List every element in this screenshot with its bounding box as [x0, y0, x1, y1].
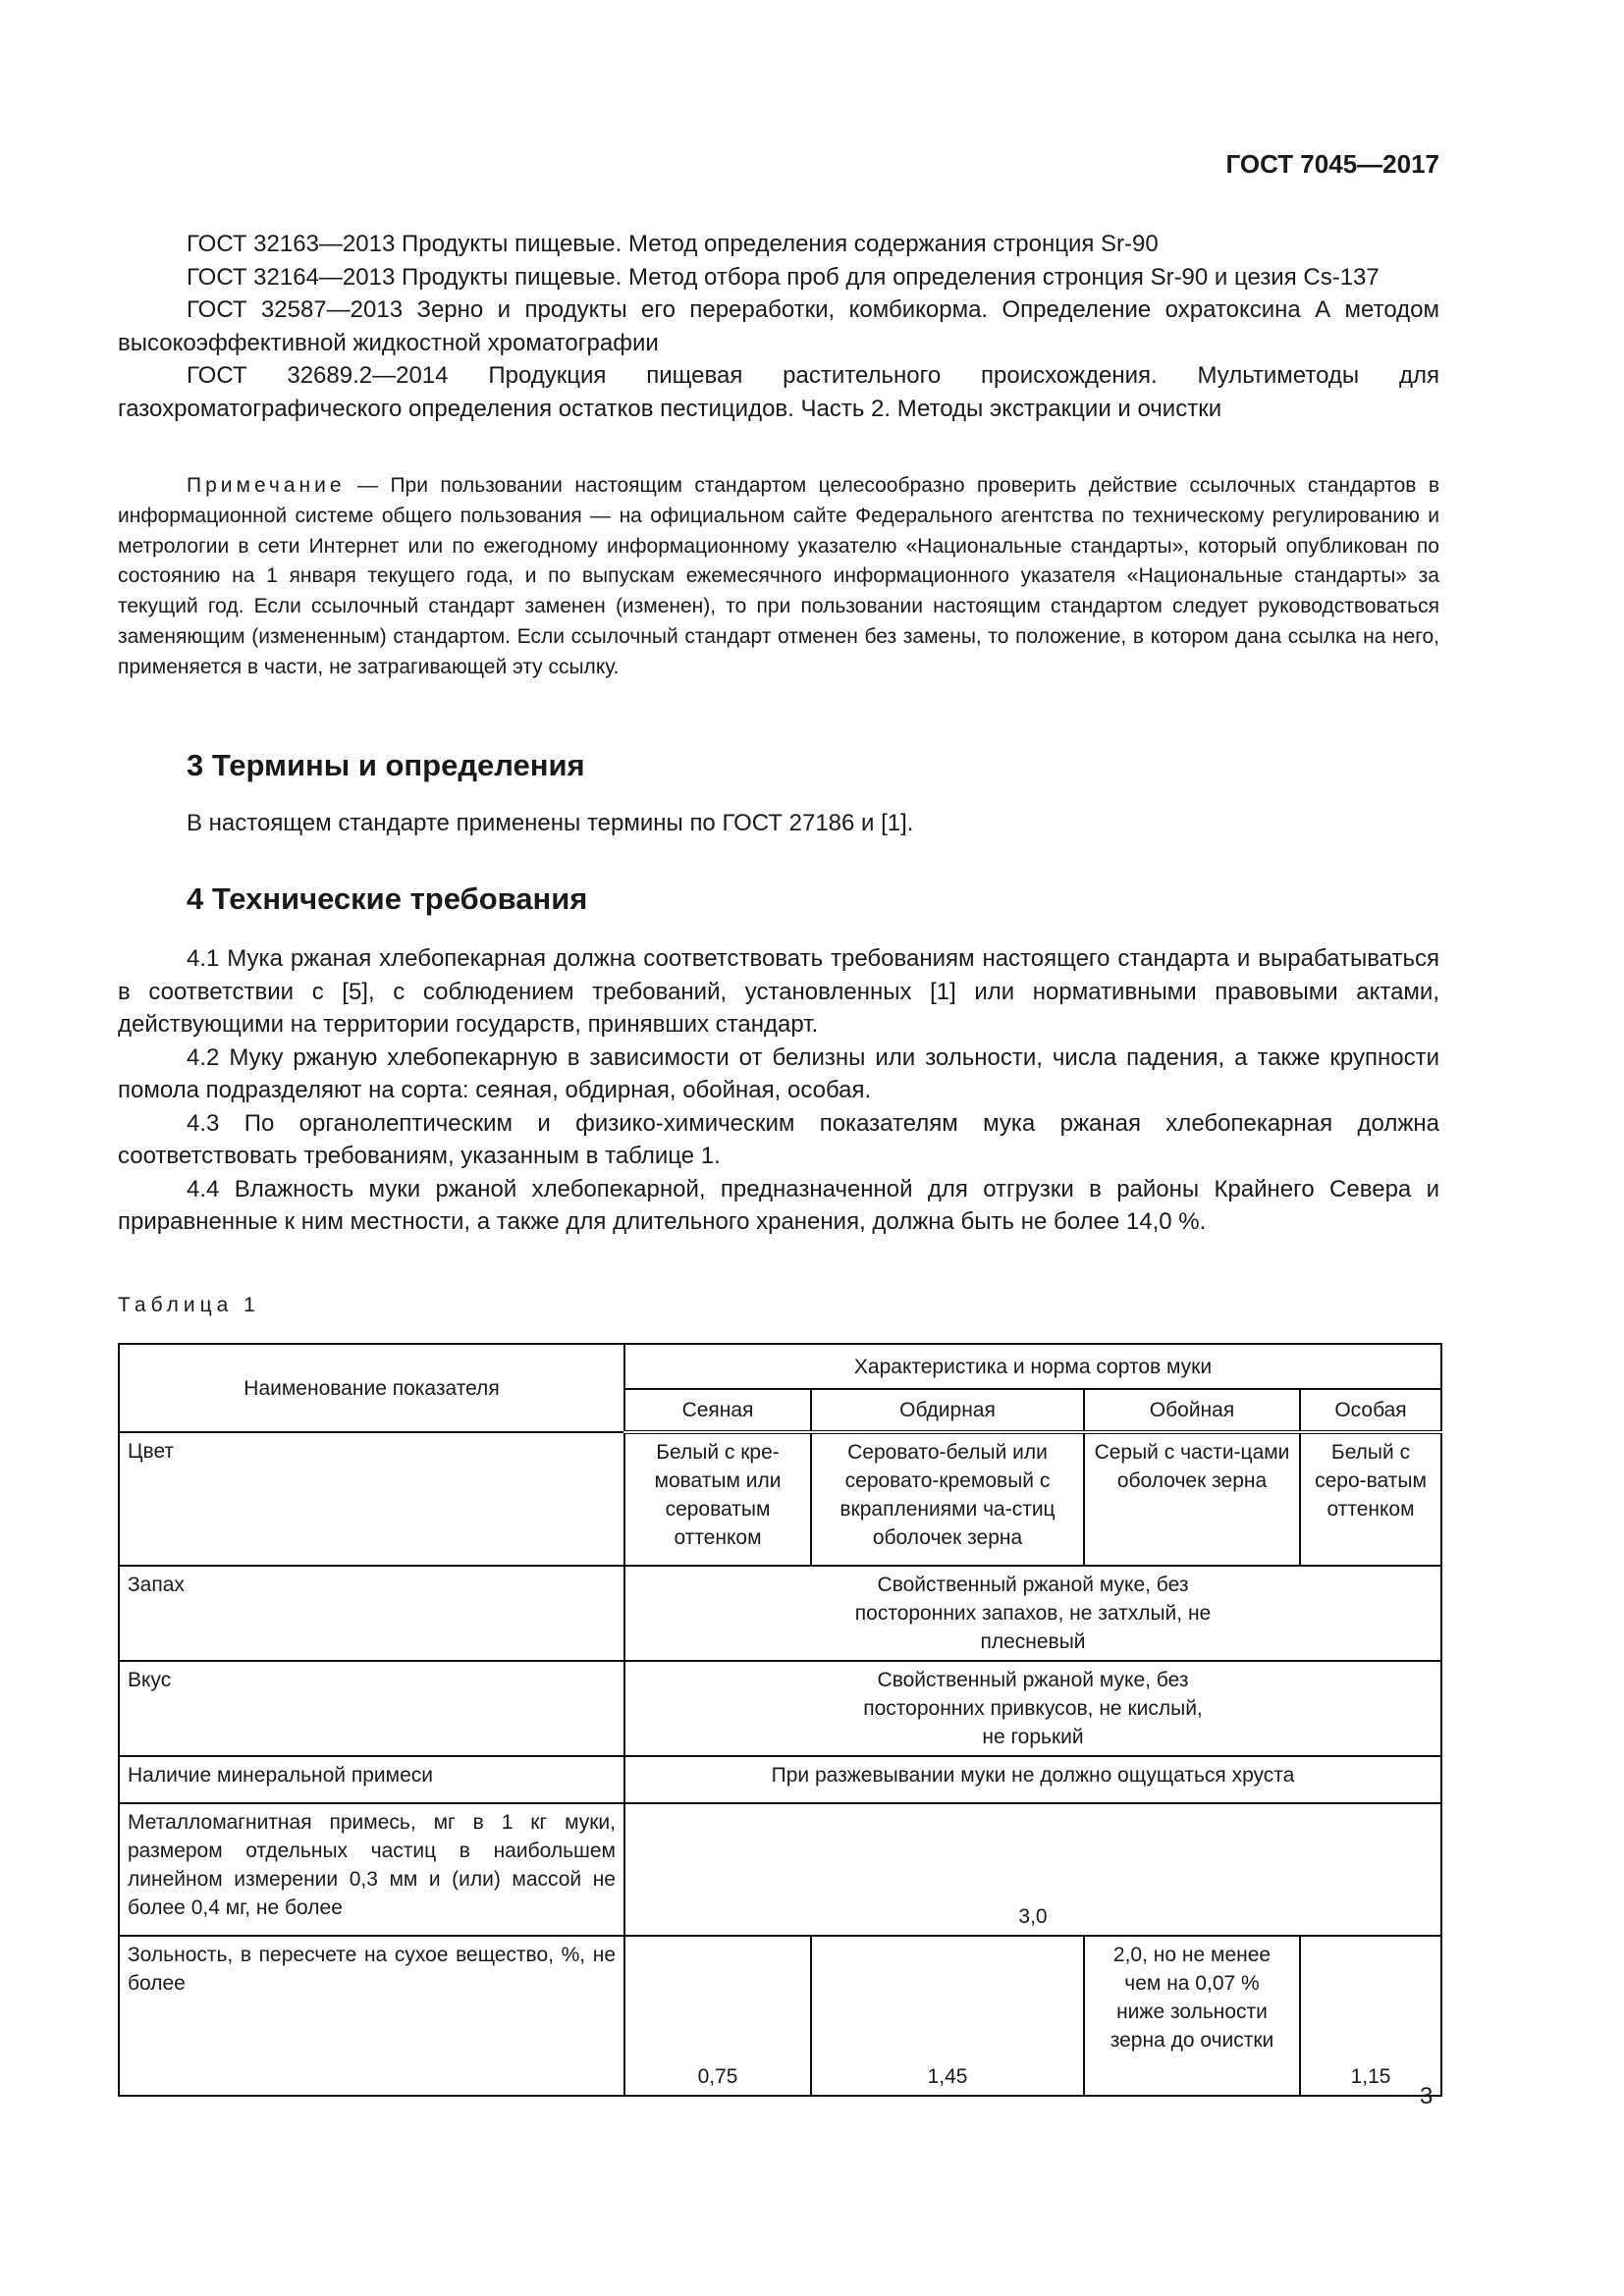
- document-header: ГОСТ 7045—2017: [1225, 149, 1439, 179]
- reference-item: ГОСТ 32689.2—2014 Продукция пищевая растительного происхождения. Мультиметоды для газохроматографического определения остатков пестицидов. Часть 2. Методы экстракции и очистки: [118, 362, 1439, 422]
- cell: Свойственный ржаной муке, без посторонних привкусов, не кислый, не горький: [624, 1661, 1441, 1756]
- table-row: [119, 1432, 1441, 1566]
- cell: При разжевывании муки не должно ощущаться хруста: [624, 1756, 1441, 1803]
- cell: 1,15: [1300, 1936, 1441, 2096]
- section-4: [118, 881, 1439, 1239]
- clause-4-4: 4.4 Влажность муки ржаной хлебопекарной, предназначенной для отгрузки в районы Крайнего Севера и приравненные к ним местности, а также для длительного хранения, должна быть не более 14,0 %.: [118, 1175, 1439, 1235]
- cell: 2,0, но не менее чем на 0,07 % ниже зольности зерна до очистки: [1084, 1936, 1300, 2096]
- section-3-text: В настоящем стандарте применены термины по ГОСТ 27186 и [1].: [187, 810, 914, 836]
- reference-item: ГОСТ 32587—2013 Зерно и продукты его переработки, комбикорма. Определение охратоксина А методом высокоэффективной жидкостной хроматографии: [118, 296, 1439, 356]
- header-sort: Обдирная: [811, 1389, 1084, 1432]
- page-number: 3: [1420, 2083, 1434, 2109]
- note-block: [118, 471, 1439, 683]
- header-name: Наименование показателя: [119, 1344, 624, 1432]
- cell: Свойственный ржаной муке, без посторонних запахов, не затхлый, не плесневый: [624, 1566, 1441, 1661]
- section-3: [118, 748, 1439, 840]
- cell: Белый с кре-моватым или сероватым оттенком: [624, 1432, 811, 1566]
- cell: Серый с части-цами оболочек зерна: [1084, 1432, 1300, 1566]
- references-list: [118, 228, 1439, 425]
- row-name: Цвет: [119, 1432, 624, 1566]
- table-row: [119, 1936, 1441, 2096]
- row-name: Вкус: [119, 1661, 624, 1756]
- row-name: Зольность, в пересчете на сухое вещество, %, не более: [119, 1936, 624, 2096]
- table-row: [119, 1661, 1441, 1756]
- cell: 1,45: [811, 1936, 1084, 2096]
- requirements-table: [118, 1343, 1442, 2097]
- table-caption: Таблица 1: [118, 1294, 260, 1316]
- note-text: — При пользовании настоящим стандартом целесообразно проверить действие ссылочных стандартов в информационной системе общего пользования — на официальном сайте Федерального агентства по техническому регулированию и метрологии в сети Интернет или по ежегодному информационному указателю «Национальные стандарты», который опубликован по состоянию на 1 января текущего года, и по выпускам ежемесячного информационного указателя «Национальные стандарты» за текущий год. Если ссылочный стандарт заменен (изменен), то при пользовании настоящим стандартом следует руководствоваться заменяющим (измененным) стандартом. Если ссылочный стандарт отменен без замены, то положение, в котором дана ссылка на него, применяется в части, не затрагивающей эту ссылку.: [118, 474, 1439, 678]
- note-label: Примечание: [187, 474, 346, 497]
- section-4-title: 4 Технические требования: [187, 881, 588, 916]
- row-name: Металломагнитная примесь, мг в 1 кг муки, размером отдельных частиц в наибольшем линейном измерении 0,3 мм и (или) массой не более 0,4 мг, не более: [119, 1803, 624, 1936]
- clause-4-2: 4.2 Муку ржаную хлебопекарную в зависимости от белизны или зольности, числа падения, а также крупности помола подразделяют на сорта: сеяная, обдирная, обойная, особая.: [118, 1043, 1439, 1103]
- row-name: Запах: [119, 1566, 624, 1661]
- table-row: [119, 1803, 1441, 1936]
- reference-item: ГОСТ 32164—2013 Продукты пищевые. Метод отбора проб для определения стронция Sr-90 и цезия Cs-137: [187, 263, 1380, 291]
- row-name: Наличие минеральной примеси: [119, 1756, 624, 1803]
- header-group: Характеристика и норма сортов муки: [624, 1344, 1441, 1389]
- header-sort: Сеяная: [624, 1389, 811, 1432]
- table-row: [119, 1756, 1441, 1803]
- clause-4-3: 4.3 По органолептическим и физико-химическим показателям мука ржаная хлебопекарная должна соответствовать требованиям, указанным в таблице 1.: [118, 1109, 1439, 1169]
- cell: 0,75: [624, 1936, 811, 2096]
- header-sort: Особая: [1300, 1389, 1441, 1432]
- table-row: [119, 1566, 1441, 1661]
- cell: 3,0: [624, 1803, 1441, 1936]
- section-3-title: 3 Термины и определения: [187, 748, 585, 782]
- header-sort: Обойная: [1084, 1389, 1300, 1432]
- cell: Серовато-белый или серовато-кремовый с вкраплениями ча-стиц оболочек зерна: [811, 1432, 1084, 1566]
- reference-item: ГОСТ 32163—2013 Продукты пищевые. Метод определения содержания стронция Sr-90: [187, 231, 1159, 257]
- clause-4-1: 4.1 Мука ржаная хлебопекарная должна соответствовать требованиям настоящего стандарта и вырабатываться в соответствии с [5], с соблюдением требований, установленных [1] или нормативными правовыми актами, действующими на территории государств, принявших стандарт.: [118, 945, 1439, 1038]
- cell: Белый с серо-ватым оттенком: [1300, 1432, 1441, 1566]
